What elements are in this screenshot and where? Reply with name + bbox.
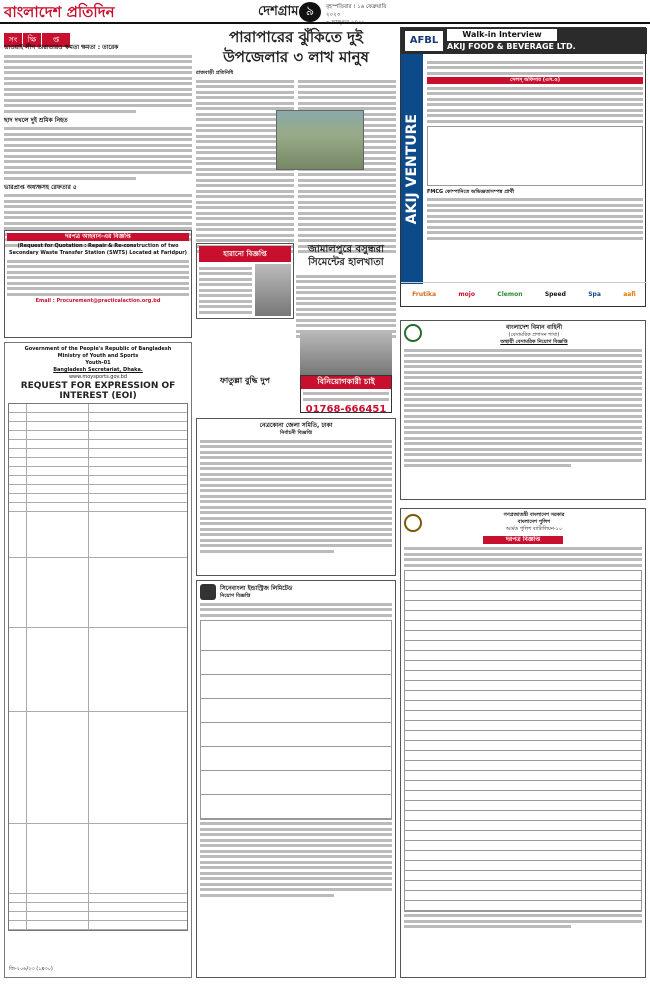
missing-title: হারানো বিজ্ঞপ্তি <box>199 246 291 262</box>
lead-byline: রাজবাড়ী প্রতিনিধি <box>196 70 234 76</box>
akij-company: AKIJ FOOD & BEVERAGE LTD. <box>447 42 576 51</box>
akij-ad <box>400 27 646 307</box>
page-number: ৯ <box>299 2 321 22</box>
eoi-gov: Government of the People's Republic of Bangladesh <box>24 346 172 352</box>
masthead <box>0 0 650 24</box>
walkin-label: Walk-in Interview <box>447 29 557 41</box>
jamalpur-contact-label: ফাতুল্লা বুদ্ধি দুপ <box>220 376 270 385</box>
lead-photo <box>276 110 364 170</box>
police-gov: গণপ্রজাতন্ত্রী বাংলাদেশ সরকার <box>503 512 565 518</box>
eoi-ministry: Ministry of Youth and Sports <box>57 353 139 359</box>
newspaper-logo: বাংলাদেশ প্রতিদিন <box>4 3 115 21</box>
akij-table <box>427 126 643 186</box>
brief-heading: ছাদ দখলে দুই শ্রমিক নিহত <box>4 116 68 124</box>
briefs-column <box>4 44 192 249</box>
brief-letter: প্ত <box>42 33 70 47</box>
cinebangla-table <box>200 620 392 820</box>
cinebangla-logo-icon <box>200 584 216 600</box>
date-bengali: ৩ ফাল্গুন ১৪২৯ <box>326 20 366 26</box>
tender-email: Email : Procurement@practicalaction.org.bd <box>35 298 161 304</box>
eoi-address: Bangladesh Secretariat, Dhaka. <box>53 367 143 373</box>
brand-logo: Spa <box>588 290 601 298</box>
brief-letter: ক্ষি <box>23 33 41 47</box>
police-org: বাংলাদেশ পুলিশ <box>517 519 551 525</box>
akij-fmcg: FMCG কোম্পানিতে অভিজ্ঞতাসম্পন্ন প্রার্থী <box>427 188 515 195</box>
tender-title: দরপত্র আহবান-এর বিজ্ঞপ্তি <box>7 233 189 241</box>
airforce-notice <box>400 320 646 500</box>
brand-logo: aafi <box>623 290 636 298</box>
police-table <box>404 570 642 912</box>
missing-notice-box <box>196 243 294 319</box>
netrokona-title: নেত্রকোনা জেলা সমিতি, ঢাকা <box>259 422 333 429</box>
eoi-site: www.moysports.gov.bd <box>68 374 128 380</box>
cinebangla-title: সিনেবাংলা ইন্ডাস্ট্রিজ লিমিটেড <box>220 584 293 592</box>
police-unit: আর্মড পুলিশ ব্যাটালিয়ন-১০ <box>505 526 563 532</box>
jamalpur-headline: জামালপুরে বসুন্ধরা সিমেন্টের হালখাতা <box>307 244 385 268</box>
police-notice <box>400 508 646 978</box>
brand-logo: Frutika <box>412 290 437 298</box>
tender-subtitle: (Request for Quotation : Repair & Re-construction of two Secondary Waste Transfer Station (SWTS) Located at Faridpur) <box>9 243 187 256</box>
akij-header <box>401 28 647 54</box>
brief-heading: ভাওয়াই লীগ তারাতারও ক্ষমতা ক্ষমতা : তারেক <box>4 44 119 51</box>
afbl-logo: AFBL <box>405 31 443 51</box>
police-title: দরপত্র বিজ্ঞপ্তি <box>483 536 563 544</box>
cinebangla-notice <box>196 580 396 978</box>
netrokona-notice <box>196 418 396 576</box>
brief-heading: ভারপ্রাপ্ত অধ্যক্ষসহ রেফতার ৫ <box>4 183 77 191</box>
cinebangla-subtitle: নিয়োগ বিজ্ঞপ্তি <box>220 592 251 599</box>
jamalpur-photo <box>300 330 392 375</box>
lead-headline: পারাপারের ঝুঁকিতে দুই উপজেলার ৩ লাখ মানুষ <box>223 28 369 66</box>
brand-logo: Speed <box>544 290 566 298</box>
airforce-emblem-icon <box>404 324 422 342</box>
eoi-document <box>4 342 192 978</box>
brand-logo: mojo <box>458 290 475 298</box>
section-name: দেশগ্রাম <box>258 4 299 19</box>
eoi-title: REQUEST FOR EXPRESSION OF INTEREST (EOI) <box>20 381 176 401</box>
briefs-bar <box>4 27 192 44</box>
akij-section-title: সেলস্ অফিসার (এস.ও) <box>427 77 643 84</box>
police-emblem-icon <box>404 514 422 532</box>
investor-ad <box>300 375 392 413</box>
airforce-sub: (বেসামরিক প্রশাসন শাখা) <box>508 332 560 338</box>
akij-side-banner <box>401 54 423 284</box>
eoi-footer: জি-২০৬/২৩ (১x৩০) <box>9 966 53 972</box>
eoi-table <box>8 403 188 931</box>
brand-logo: Clemon <box>497 290 523 298</box>
date-line <box>326 3 398 27</box>
investor-title: বিনিয়োগকারী চাই <box>301 376 391 389</box>
netrokona-subtitle: নির্বাচনী বিজ্ঞপ্তি <box>279 430 313 436</box>
brief-letter: সং <box>4 33 22 47</box>
missing-person-photo <box>255 264 291 316</box>
date-gregorian: বৃহস্পতিবার । ১৬ ফেব্রুয়ারি ২০২৩ <box>326 4 387 18</box>
airforce-notice-title: অস্থায়ী বেসামরিক নিয়োগ বিজ্ঞপ্তি <box>500 339 568 345</box>
investor-phone: 01768-666451 <box>305 404 387 415</box>
akij-body <box>427 58 643 242</box>
tender-notice-box <box>4 230 192 338</box>
airforce-title: বাংলাদেশ বিমান বাহিনী <box>505 324 563 331</box>
akij-brands <box>401 282 647 306</box>
eoi-division: Youth-01 <box>85 360 111 366</box>
akij-venture-label: AKIJ VENTURE <box>404 113 420 225</box>
